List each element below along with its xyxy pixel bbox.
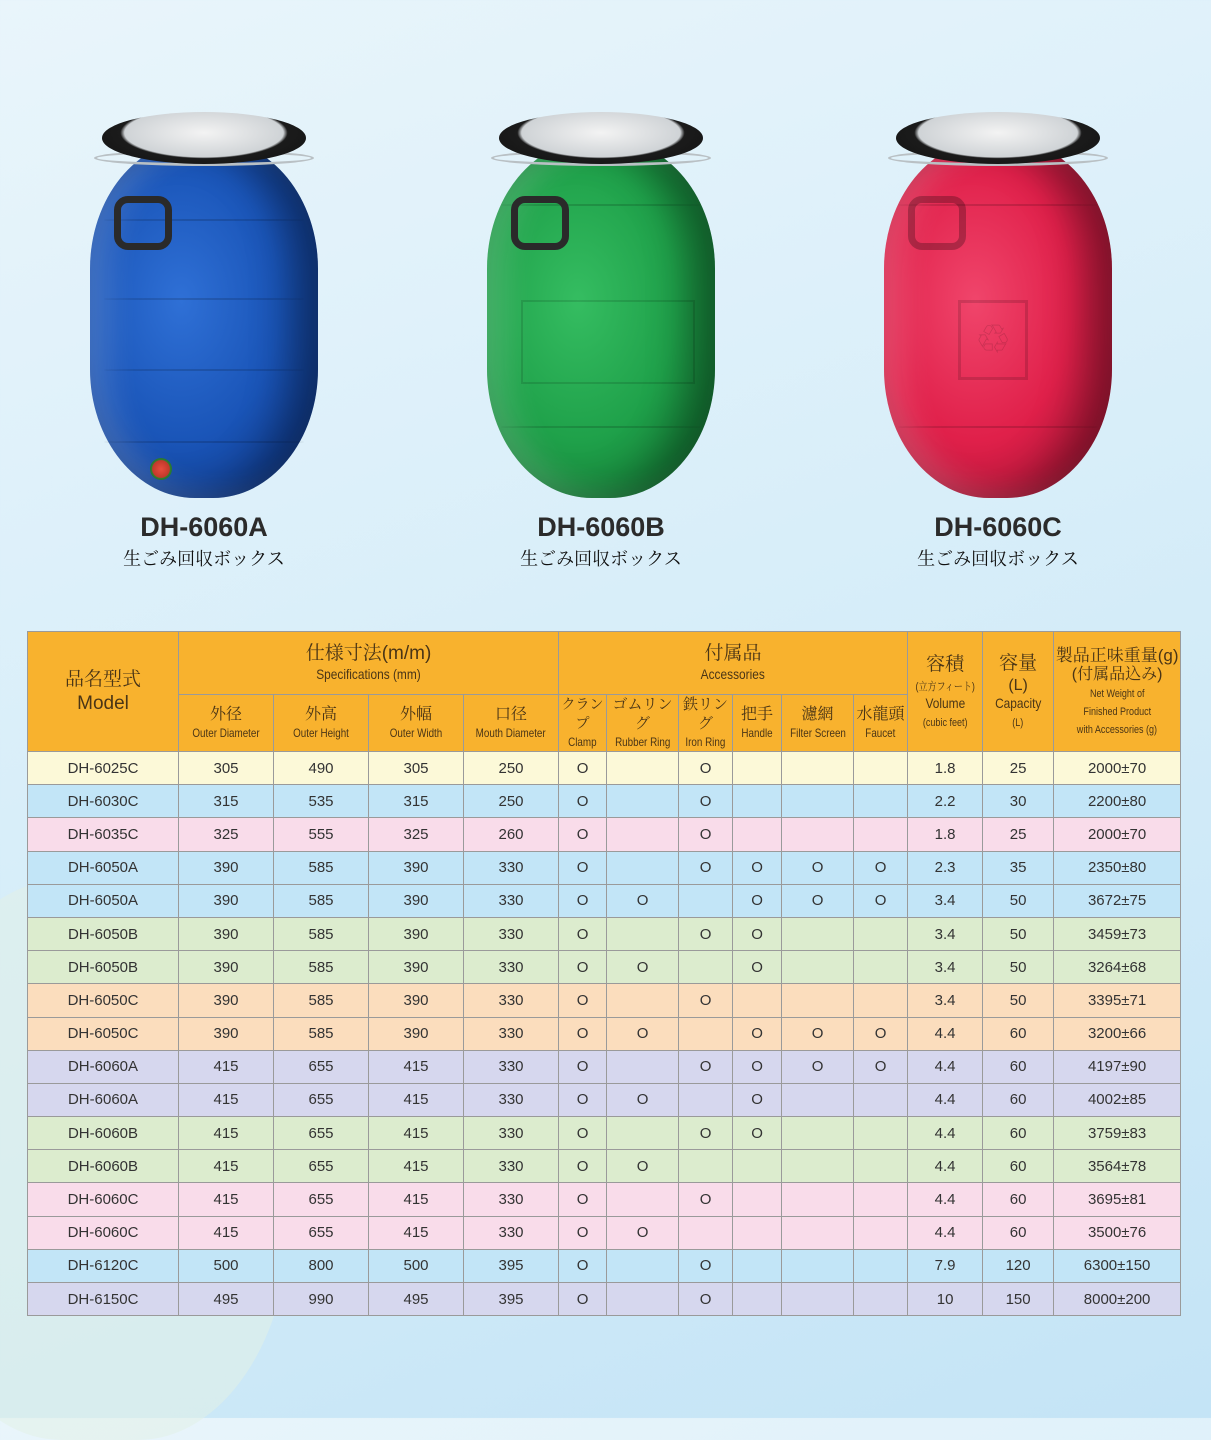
table-cell [607, 1249, 679, 1282]
table-cell: 390 [179, 951, 274, 984]
table-cell: 3264±68 [1054, 951, 1181, 984]
table-cell: 2.2 [908, 785, 983, 818]
table-cell [782, 1150, 854, 1183]
table-row [28, 1050, 1181, 1083]
table-cell: 3459±73 [1054, 917, 1181, 950]
table-row [28, 851, 1181, 884]
table-cell [782, 785, 854, 818]
model-cell: DH-6050A [28, 851, 179, 884]
table-cell: 2000±70 [1054, 818, 1181, 851]
table-cell: O [782, 884, 854, 917]
table-cell: 415 [369, 1216, 464, 1249]
drum-image-c [838, 0, 1158, 510]
table-cell: 60 [983, 1183, 1054, 1216]
table-cell [733, 984, 782, 1017]
table-cell: O [559, 1150, 607, 1183]
table-cell: 655 [274, 1083, 369, 1116]
table-cell: 2000±70 [1054, 752, 1181, 785]
table-cell: 555 [274, 818, 369, 851]
table-cell [782, 752, 854, 785]
table-cell: 2350±80 [1054, 851, 1181, 884]
table-cell: O [559, 1050, 607, 1083]
table-cell: 535 [274, 785, 369, 818]
table-cell: 315 [369, 785, 464, 818]
table-cell [854, 818, 908, 851]
table-cell [854, 1183, 908, 1216]
table-cell: O [733, 1050, 782, 1083]
model-cell: DH-6060B [28, 1150, 179, 1183]
table-cell: 415 [369, 1183, 464, 1216]
table-cell [679, 884, 733, 917]
table-cell: O [607, 1017, 679, 1050]
table-cell: O [559, 951, 607, 984]
model-cell: DH-6025C [28, 752, 179, 785]
table-cell [782, 951, 854, 984]
table-cell: 4.4 [908, 1183, 983, 1216]
table-cell: 655 [274, 1183, 369, 1216]
table-cell: 4197±90 [1054, 1050, 1181, 1083]
model-cell: DH-6050A [28, 884, 179, 917]
table-cell: 260 [464, 818, 559, 851]
drum-image-a [44, 0, 364, 510]
table-cell: O [559, 884, 607, 917]
table-cell: 4.4 [908, 1117, 983, 1150]
table-cell: 585 [274, 851, 369, 884]
model-cell: DH-6050B [28, 951, 179, 984]
table-cell: 6300±150 [1054, 1249, 1181, 1282]
table-row [28, 1150, 1181, 1183]
table-cell: 390 [179, 917, 274, 950]
table-cell [733, 818, 782, 851]
header-handle: 把手 Handle [733, 695, 782, 752]
spec-table [27, 631, 1181, 1316]
table-cell: 50 [983, 951, 1054, 984]
table-row [28, 818, 1181, 851]
table-cell: 415 [179, 1083, 274, 1116]
table-cell: 330 [464, 1117, 559, 1150]
table-cell: 415 [179, 1117, 274, 1150]
table-cell: 150 [983, 1283, 1054, 1316]
table-cell [733, 1249, 782, 1282]
table-row [28, 1083, 1181, 1116]
table-cell: 2.3 [908, 851, 983, 884]
model-cell: DH-6050B [28, 917, 179, 950]
table-cell: O [559, 1283, 607, 1316]
table-cell [854, 1150, 908, 1183]
table-cell: 3.4 [908, 917, 983, 950]
table-cell: O [607, 951, 679, 984]
table-cell: 415 [369, 1150, 464, 1183]
table-cell: 500 [369, 1249, 464, 1282]
table-cell: 3672±75 [1054, 884, 1181, 917]
table-cell: 330 [464, 1017, 559, 1050]
model-cell: DH-6035C [28, 818, 179, 851]
table-cell [607, 917, 679, 950]
faucet-icon [150, 458, 172, 480]
table-cell [679, 951, 733, 984]
table-cell: O [782, 1050, 854, 1083]
table-cell: 250 [464, 785, 559, 818]
table-cell: 990 [274, 1283, 369, 1316]
table-cell: O [782, 851, 854, 884]
table-cell: 4.4 [908, 1050, 983, 1083]
table-cell: 60 [983, 1150, 1054, 1183]
table-cell [854, 1117, 908, 1150]
product-card-b [441, 0, 761, 571]
table-cell [607, 818, 679, 851]
table-row [28, 984, 1181, 1017]
table-cell: 4.4 [908, 1017, 983, 1050]
table-cell [854, 1216, 908, 1249]
table-cell [854, 1083, 908, 1116]
table-cell: O [559, 851, 607, 884]
table-cell [679, 1216, 733, 1249]
table-cell: 330 [464, 1216, 559, 1249]
table-row [28, 1216, 1181, 1249]
table-cell: O [559, 984, 607, 1017]
header-clamp: クランプ Clamp [559, 695, 607, 752]
table-cell: O [559, 1083, 607, 1116]
table-cell: O [854, 1050, 908, 1083]
table-cell: O [559, 1017, 607, 1050]
product-model-name: DH-6060B [537, 512, 665, 542]
table-cell: 60 [983, 1050, 1054, 1083]
table-cell: 7.9 [908, 1249, 983, 1282]
table-cell: O [559, 785, 607, 818]
product-model-name: DH-6060C [934, 512, 1062, 542]
table-cell: 30 [983, 785, 1054, 818]
table-row [28, 752, 1181, 785]
table-cell [854, 785, 908, 818]
table-cell: 415 [369, 1117, 464, 1150]
table-cell: 305 [369, 752, 464, 785]
table-cell: 8000±200 [1054, 1283, 1181, 1316]
table-cell [607, 1117, 679, 1150]
table-cell: O [607, 1150, 679, 1183]
table-cell [782, 917, 854, 950]
table-cell [607, 785, 679, 818]
model-cell: DH-6060A [28, 1083, 179, 1116]
table-cell: O [559, 1249, 607, 1282]
table-row [28, 1283, 1181, 1316]
table-cell [854, 752, 908, 785]
table-cell: 395 [464, 1283, 559, 1316]
table-cell: O [733, 1117, 782, 1150]
product-model-name: DH-6060A [140, 512, 268, 542]
header-iron-ring: 鉄リング Iron Ring [679, 695, 733, 752]
table-cell: O [733, 851, 782, 884]
table-cell [733, 1216, 782, 1249]
header-net-weight: 製品正味重量(g) (付属品込み) Net Weight of Finished Product with Accessories (g) [1054, 632, 1181, 752]
table-cell: 4002±85 [1054, 1083, 1181, 1116]
table-cell [733, 785, 782, 818]
table-cell: 390 [179, 851, 274, 884]
table-row [28, 1183, 1181, 1216]
table-cell: 1.8 [908, 752, 983, 785]
table-cell [854, 984, 908, 1017]
table-cell: 330 [464, 851, 559, 884]
table-cell: 3.4 [908, 984, 983, 1017]
embossed-text-panel [521, 300, 695, 384]
table-cell: 60 [983, 1117, 1054, 1150]
table-cell: O [559, 1117, 607, 1150]
product-card-a [44, 0, 364, 571]
table-cell: 390 [369, 1017, 464, 1050]
table-cell: 390 [369, 851, 464, 884]
table-cell [782, 1183, 854, 1216]
table-cell [733, 1283, 782, 1316]
table-cell: 3395±71 [1054, 984, 1181, 1017]
table-cell: 415 [369, 1050, 464, 1083]
header-filter-screen: 濾網 Filter Screen [782, 695, 854, 752]
table-cell [782, 1083, 854, 1116]
table-cell [782, 1249, 854, 1282]
table-row [28, 951, 1181, 984]
table-cell: 415 [179, 1183, 274, 1216]
table-cell: 585 [274, 917, 369, 950]
table-cell: O [679, 917, 733, 950]
model-cell: DH-6050C [28, 984, 179, 1017]
table-cell: O [733, 1017, 782, 1050]
table-cell: 3695±81 [1054, 1183, 1181, 1216]
table-cell: 655 [274, 1050, 369, 1083]
table-cell [607, 984, 679, 1017]
table-cell: 25 [983, 818, 1054, 851]
product-subtitle: 生ごみ回収ボックス [123, 549, 285, 570]
table-row [28, 1017, 1181, 1050]
table-cell: 1.8 [908, 818, 983, 851]
handle-icon [908, 196, 966, 250]
table-cell [854, 1283, 908, 1316]
drum-lid [896, 112, 1100, 164]
table-cell: 4.4 [908, 1216, 983, 1249]
table-cell [782, 1283, 854, 1316]
product-subtitle: 生ごみ回収ボックス [520, 549, 682, 570]
table-cell [607, 752, 679, 785]
table-cell: 315 [179, 785, 274, 818]
table-cell: 3.4 [908, 951, 983, 984]
drum-body [90, 140, 318, 498]
table-cell: 585 [274, 884, 369, 917]
table-cell: 800 [274, 1249, 369, 1282]
table-cell [607, 1050, 679, 1083]
table-cell [733, 1150, 782, 1183]
header-outer-width: 外幅 Outer Width [369, 695, 464, 752]
table-cell: O [782, 1017, 854, 1050]
table-cell: 250 [464, 752, 559, 785]
table-cell: 585 [274, 984, 369, 1017]
table-cell: 4.4 [908, 1150, 983, 1183]
table-cell: 50 [983, 884, 1054, 917]
model-cell: DH-6060C [28, 1183, 179, 1216]
header-faucet: 水龍頭 Faucet [854, 695, 908, 752]
table-cell: 655 [274, 1117, 369, 1150]
header-outer-diameter: 外径 Outer Diameter [179, 695, 274, 752]
table-cell: 60 [983, 1017, 1054, 1050]
table-cell: 495 [179, 1283, 274, 1316]
table-cell: O [607, 884, 679, 917]
table-cell: 330 [464, 1083, 559, 1116]
table-cell: 3759±83 [1054, 1117, 1181, 1150]
table-cell: 50 [983, 984, 1054, 1017]
drum-lid [499, 112, 703, 164]
table-row [28, 917, 1181, 950]
table-body [28, 752, 1181, 1316]
table-cell: 3564±78 [1054, 1150, 1181, 1183]
table-cell [607, 851, 679, 884]
table-cell: 2200±80 [1054, 785, 1181, 818]
table-cell: 330 [464, 884, 559, 917]
table-cell: 415 [179, 1216, 274, 1249]
table-cell: 390 [179, 984, 274, 1017]
table-cell: 330 [464, 951, 559, 984]
table-cell: O [559, 752, 607, 785]
table-cell: 655 [274, 1150, 369, 1183]
table-cell: 390 [369, 984, 464, 1017]
table-cell: 390 [369, 884, 464, 917]
table-cell: O [679, 984, 733, 1017]
table-cell: O [679, 752, 733, 785]
table-row [28, 884, 1181, 917]
model-cell: DH-6120C [28, 1249, 179, 1282]
table-cell: 25 [983, 752, 1054, 785]
table-cell: 390 [369, 917, 464, 950]
table-cell [679, 1083, 733, 1116]
table-cell: 330 [464, 917, 559, 950]
table-cell: O [679, 1183, 733, 1216]
table-cell: 60 [983, 1216, 1054, 1249]
table-cell: 325 [179, 818, 274, 851]
header-outer-height: 外高 Outer Height [274, 695, 369, 752]
header-capacity: 容量 (L) Capacity (L) [983, 632, 1054, 752]
table-cell: O [679, 851, 733, 884]
table-cell [607, 1183, 679, 1216]
table-cell: O [679, 1249, 733, 1282]
table-cell: 120 [983, 1249, 1054, 1282]
header-mouth-diameter: 口径 Mouth Diameter [464, 695, 559, 752]
header-accessories: 付属品 Accessories [559, 632, 908, 695]
table-cell [607, 1283, 679, 1316]
table-cell: 4.4 [908, 1083, 983, 1116]
table-cell: 415 [179, 1150, 274, 1183]
table-cell: 330 [464, 1050, 559, 1083]
table-cell: 500 [179, 1249, 274, 1282]
header-volume: 容積 (立方フィート) Volume (cubic feet) [908, 632, 983, 752]
table-cell: O [733, 951, 782, 984]
table-cell [782, 818, 854, 851]
table-cell: O [733, 884, 782, 917]
table-cell: O [607, 1083, 679, 1116]
table-cell: 390 [179, 1017, 274, 1050]
table-cell: 3200±66 [1054, 1017, 1181, 1050]
table-cell: 3500±76 [1054, 1216, 1181, 1249]
model-cell: DH-6060C [28, 1216, 179, 1249]
drum-lid [102, 112, 306, 164]
table-cell: O [559, 1216, 607, 1249]
table-cell: O [679, 785, 733, 818]
table-cell: 10 [908, 1283, 983, 1316]
table-cell: O [679, 1117, 733, 1150]
model-cell: DH-6050C [28, 1017, 179, 1050]
table-cell: O [559, 917, 607, 950]
table-cell [679, 1150, 733, 1183]
table-cell: O [559, 1183, 607, 1216]
table-cell: 330 [464, 984, 559, 1017]
table-cell: O [679, 818, 733, 851]
header-specifications: 仕様寸法(m/m) Specifications (mm) [179, 632, 559, 695]
table-cell: 305 [179, 752, 274, 785]
table-cell: 415 [179, 1050, 274, 1083]
table-cell [782, 1117, 854, 1150]
table-cell: 585 [274, 951, 369, 984]
table-cell: O [607, 1216, 679, 1249]
table-cell: 415 [369, 1083, 464, 1116]
drum-image-b [441, 0, 761, 510]
table-cell: 3.4 [908, 884, 983, 917]
table-cell: O [679, 1283, 733, 1316]
table-cell: O [733, 917, 782, 950]
table-cell: 325 [369, 818, 464, 851]
table-cell [782, 984, 854, 1017]
table-cell: 50 [983, 917, 1054, 950]
handle-icon [511, 196, 569, 250]
table-cell: 655 [274, 1216, 369, 1249]
table-cell [733, 752, 782, 785]
model-cell: DH-6060A [28, 1050, 179, 1083]
table-row [28, 785, 1181, 818]
model-cell: DH-6030C [28, 785, 179, 818]
table-row [28, 1249, 1181, 1282]
header-rubber-ring: ゴムリング Rubber Ring [607, 695, 679, 752]
table-cell: 390 [179, 884, 274, 917]
product-subtitle: 生ごみ回収ボックス [917, 549, 1079, 570]
table-cell [782, 1216, 854, 1249]
header-model: 品名型式 Model [28, 632, 179, 752]
table-cell: 60 [983, 1083, 1054, 1116]
recycle-icon: ♲ [958, 300, 1028, 380]
table-cell: O [854, 1017, 908, 1050]
table-cell [733, 1183, 782, 1216]
table-cell [679, 1017, 733, 1050]
table-cell: O [559, 818, 607, 851]
table-cell: O [854, 851, 908, 884]
table-cell: O [854, 884, 908, 917]
table-cell: 395 [464, 1249, 559, 1282]
table-cell: O [733, 1083, 782, 1116]
handle-icon [114, 196, 172, 250]
table-cell: 330 [464, 1150, 559, 1183]
table-cell [854, 917, 908, 950]
table-cell: 330 [464, 1183, 559, 1216]
table-cell [854, 1249, 908, 1282]
table-row [28, 1117, 1181, 1150]
table-cell [854, 951, 908, 984]
table-cell: O [679, 1050, 733, 1083]
product-card-c [838, 0, 1158, 571]
table-cell: 490 [274, 752, 369, 785]
table-cell: 495 [369, 1283, 464, 1316]
table-cell: 585 [274, 1017, 369, 1050]
model-cell: DH-6060B [28, 1117, 179, 1150]
model-cell: DH-6150C [28, 1283, 179, 1316]
table-cell: 390 [369, 951, 464, 984]
table-cell: 35 [983, 851, 1054, 884]
